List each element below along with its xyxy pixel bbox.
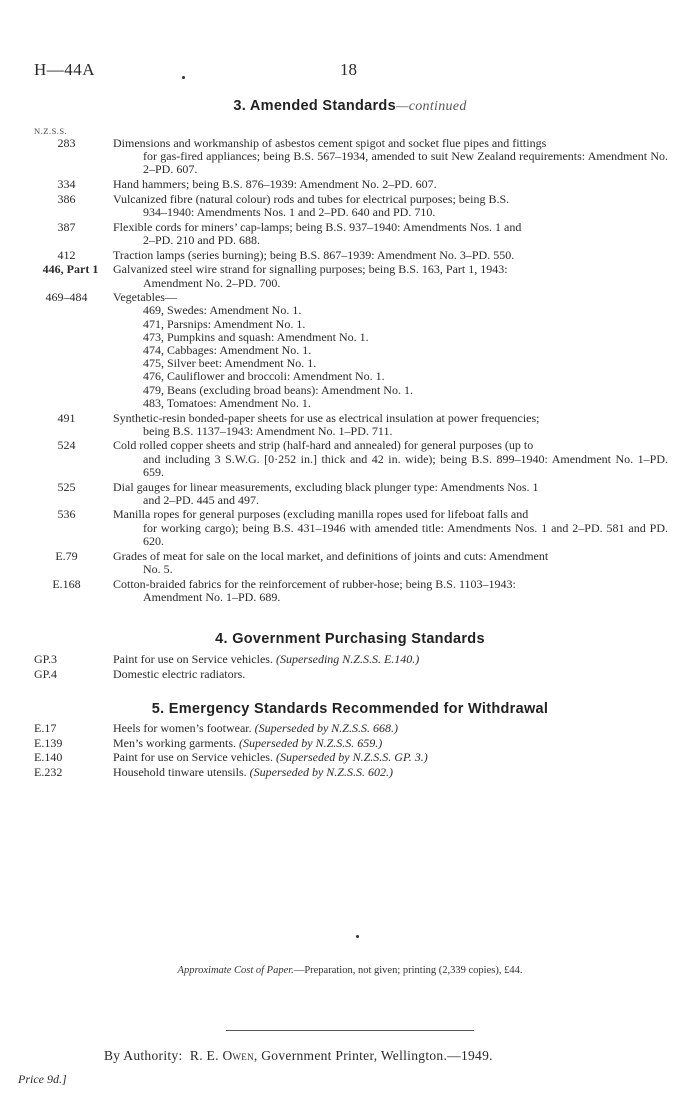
section-4-heading: 4. Government Purchasing Standards <box>215 631 485 647</box>
standard-description-cont: Amendment No. 1–PD. 689. <box>143 589 281 604</box>
standard-entry <box>0 653 700 666</box>
standard-note: (Superseded by N.Z.S.S. GP. 3.) <box>275 750 428 765</box>
printer-name: R. E. Owen <box>189 1048 254 1063</box>
standard-number: E.79 <box>55 548 78 563</box>
standard-description: Domestic electric radiators. <box>113 666 246 681</box>
standard-description: Traction lamps (series burning); being B.S. 867–1939: Amendment No. 3–PD. 550. <box>113 247 515 262</box>
standard-description-cont: being B.S. 1137–1943: Amendment No. 1–PD. 711. <box>143 423 393 438</box>
section-5-heading: 5. Emergency Standards Recommended for Withdrawal <box>151 701 549 717</box>
standard-description: Flexible cords for miners’ cap-lamps; being B.S. 937–1940: Amendments Nos. 1 and <box>113 219 522 234</box>
vegetable-amendment: 483, Tomatoes: Amendment No. 1. <box>143 395 311 410</box>
section-5-entries <box>0 722 700 781</box>
standard-description: Dimensions and workmanship of asbestos cement spigot and socket flue pipes and fittings <box>113 136 547 150</box>
vegetable-amendment: 476, Cauliflower and broccoli: Amendment No. 1. <box>143 369 385 384</box>
standard-number: 387 <box>57 219 76 234</box>
standard-description: Manilla ropes for general purposes (excluding manilla ropes used for lifeboat falls and <box>113 507 529 522</box>
standard-entry <box>0 291 700 410</box>
standard-number: E.140 <box>34 750 63 765</box>
vegetable-amendment: 475, Silver beet: Amendment No. 1. <box>143 356 317 371</box>
standard-entry <box>0 439 700 479</box>
standard-number: E.232 <box>34 765 63 780</box>
standard-number: 536 <box>57 507 76 522</box>
standard-description: Household tinware utensils. <box>113 765 247 780</box>
authority-suffix: , Government Printer, Wellington.—1949. <box>253 1048 493 1063</box>
standard-number: 491 <box>57 410 76 425</box>
standard-entry <box>0 751 700 764</box>
standard-entry <box>0 137 700 177</box>
price-note: Price 9d.] <box>18 1072 67 1086</box>
standard-entry <box>0 766 700 779</box>
standard-number: E.139 <box>34 735 63 750</box>
document-reference: H—44A <box>34 60 96 79</box>
paper-cost-note <box>0 965 700 976</box>
section-3-entries <box>0 137 700 605</box>
standard-entry <box>0 193 700 219</box>
standard-number: 412 <box>57 247 76 262</box>
standard-description: Dial gauges for linear measurements, excluding black plunger type: Amendments Nos. 1 <box>113 479 539 494</box>
paper-cost-text: —Preparation, not given; printing (2,339 copies), £44. <box>293 965 523 976</box>
standard-number: 334 <box>57 177 76 192</box>
standard-description-cont: 2–PD. 210 and PD. 688. <box>143 232 261 247</box>
standard-number: E.17 <box>34 721 57 735</box>
standard-description: Men’s working garments. <box>113 735 236 750</box>
standard-entry <box>0 737 700 750</box>
standard-number: 469–484 <box>45 290 88 305</box>
section-3-title: 3. Amended Standards <box>233 98 396 114</box>
standard-note: (Superseded by N.Z.S.S. 602.) <box>249 765 393 780</box>
standard-number: 525 <box>57 479 76 494</box>
standard-entry <box>0 221 700 247</box>
standard-description: Hand hammers; being B.S. 876–1939: Amendment No. 2–PD. 607. <box>113 177 437 192</box>
vegetable-amendment: 473, Pumpkins and squash: Amendment No. 1. <box>143 329 369 344</box>
standard-number: 446, Part 1 <box>42 262 99 277</box>
standard-entry <box>0 481 700 507</box>
standard-note: (Superseding N.Z.S.S. E.140.) <box>275 652 420 666</box>
standard-entry <box>0 263 700 289</box>
paper-cost-label: Approximate Cost of Paper. <box>177 965 294 976</box>
print-speck <box>356 935 359 938</box>
section-4-entries <box>0 653 700 682</box>
vegetable-amendment: 471, Parsnips: Amendment No. 1. <box>143 316 306 331</box>
standard-description: Paint for use on Service vehicles. <box>113 652 273 666</box>
standard-number: 386 <box>57 191 76 206</box>
standard-description: Cotton-braided fabrics for the reinforcement of rubber-hose; being B.S. 1103–1943: <box>113 576 516 591</box>
vegetable-amendment: 474, Cabbages: Amendment No. 1. <box>143 343 312 358</box>
standard-description-cont: and 2–PD. 445 and 497. <box>143 492 259 507</box>
standard-description-cont: No. 5. <box>143 561 173 576</box>
print-speck <box>182 76 185 79</box>
standard-description: Vegetables— <box>113 290 177 305</box>
standard-entry <box>0 722 700 735</box>
footer-rule <box>226 1030 474 1031</box>
printer-authority <box>104 1048 493 1064</box>
standard-number: E.168 <box>52 576 81 591</box>
standard-description: Cold rolled copper sheets and strip (half-hard and annealed) for general purposes (up to <box>113 438 534 453</box>
standard-entry <box>0 550 700 576</box>
section-3-heading <box>0 98 700 115</box>
standard-description: Heels for women’s footwear. <box>113 721 252 735</box>
standard-number: GP.3 <box>34 652 58 666</box>
standard-description-cont: for working cargo); being B.S. 431–1946 with amended title: Amendments Nos. 1 and 2–PD. 581 and PD. 620. <box>143 520 668 548</box>
vegetable-amendment: 479, Beans (excluding broad beans): Amendment No. 1. <box>143 382 413 397</box>
standard-entry <box>0 178 700 191</box>
page-number: 18 <box>340 60 357 79</box>
standard-entry <box>0 412 700 438</box>
standard-description: Synthetic-resin bonded-paper sheets for use as electrical insulation at power frequencies; <box>113 410 540 425</box>
standard-description: Grades of meat for sale on the local market, and definitions of joints and cuts: Amendment <box>113 548 549 563</box>
vegetable-amendment: 469, Swedes: Amendment No. 1. <box>143 303 302 318</box>
standard-description: Paint for use on Service vehicles. <box>113 750 273 765</box>
standard-entry <box>0 668 700 681</box>
standard-entry <box>0 508 700 548</box>
standard-note: (Superseded by N.Z.S.S. 659.) <box>238 735 383 750</box>
standard-description-cont: for gas-fired appliances; being B.S. 567–1934, amended to suit New Zealand requirements: Amendment No. 2–PD. 607. <box>143 149 668 177</box>
standard-number: GP.4 <box>34 666 58 681</box>
authority-prefix: By Authority: <box>104 1048 183 1063</box>
standard-entry <box>0 578 700 604</box>
section-3-continued: —continued <box>395 99 467 114</box>
standard-description: Vulcanized fibre (natural colour) rods and tubes for electrical purposes; being B.S. <box>113 191 510 206</box>
standard-number: 524 <box>57 438 76 453</box>
standard-description-cont: and including 3 S.W.G. [0·252 in.] thick and 42 in. wide); being B.S. 899–1940: Amendment No. 1–PD. 659. <box>143 451 668 479</box>
nzss-column-label: N.Z.S.S. <box>34 126 68 136</box>
standard-description-cont: 934–1940: Amendments Nos. 1 and 2–PD. 640 and PD. 710. <box>143 205 436 220</box>
standard-note: (Superseded by N.Z.S.S. 668.) <box>254 721 398 735</box>
standard-number: 283 <box>57 136 76 150</box>
standard-description-cont: Amendment No. 2–PD. 700. <box>143 275 281 290</box>
standard-description: Galvanized steel wire strand for signalling purposes; being B.S. 163, Part 1, 1943: <box>113 262 508 277</box>
standard-entry <box>0 249 700 262</box>
